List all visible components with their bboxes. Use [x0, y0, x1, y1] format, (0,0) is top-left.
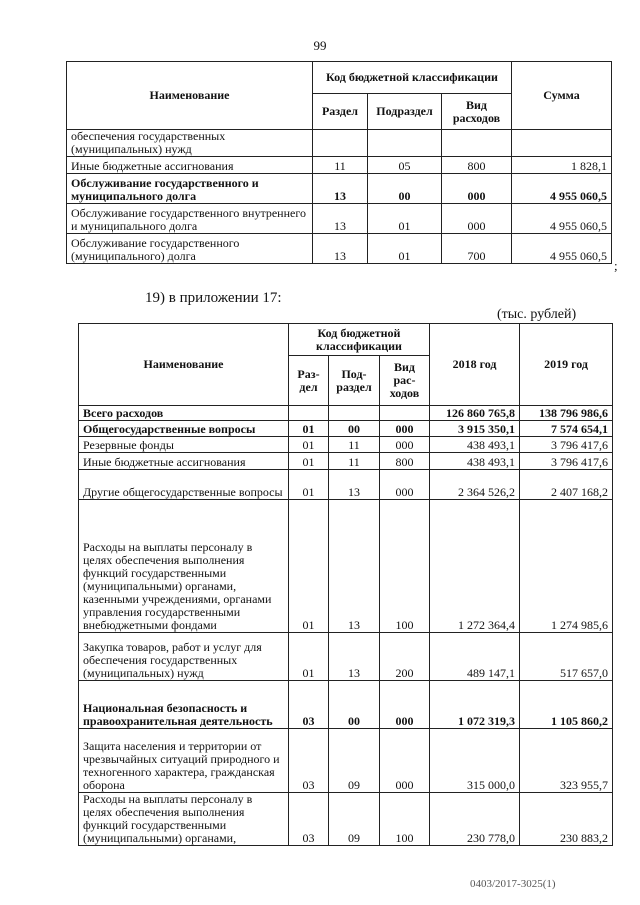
row-podrazdel: 00 — [329, 681, 380, 729]
table-end-mark: ; — [614, 258, 618, 273]
table-row — [79, 437, 613, 453]
row-sum: 4 955 060,5 — [512, 234, 612, 264]
row-vid: 000 — [442, 204, 512, 234]
row-name: Иные бюджетные ассигнования — [79, 453, 289, 470]
col-name-header: Наименование — [79, 324, 289, 406]
row-razdel: 01 — [289, 453, 329, 470]
row-2019: 1 105 860,2 — [520, 681, 613, 729]
row-razdel — [289, 406, 329, 421]
table-row — [79, 406, 613, 421]
table-row — [79, 453, 613, 470]
table-row — [67, 130, 612, 157]
row-podrazdel: 11 — [329, 453, 380, 470]
col-podrazdel-header: Подраздел — [368, 94, 442, 130]
row-2018: 489 147,1 — [430, 633, 520, 681]
row-podrazdel: 09 — [329, 729, 380, 793]
row-name: Обслуживание государственного (муниципального) долга — [67, 234, 313, 264]
row-name: Всего расходов — [79, 406, 289, 421]
table-row — [79, 470, 613, 500]
section-title: 19) в приложении 17: — [145, 290, 282, 306]
row-2018: 126 860 765,8 — [430, 406, 520, 421]
row-2019: 138 796 986,6 — [520, 406, 613, 421]
row-name: Резервные фонды — [79, 437, 289, 453]
row-vid — [442, 130, 512, 157]
row-vid: 000 — [442, 174, 512, 204]
row-2019: 323 955,7 — [520, 729, 613, 793]
row-2019: 517 657,0 — [520, 633, 613, 681]
table-row — [79, 633, 613, 681]
row-razdel: 13 — [313, 204, 368, 234]
table-row — [79, 500, 613, 633]
table-row — [67, 157, 612, 174]
col-2019-header: 2019 год — [520, 324, 613, 406]
row-vid: 000 — [380, 470, 430, 500]
col-razdel-header: Раздел — [313, 94, 368, 130]
col-sum-header: Сумма — [512, 62, 612, 130]
row-vid: 100 — [380, 500, 430, 633]
col-vid-header: Вид расходов — [442, 94, 512, 130]
row-name: Закупка товаров, работ и услуг для обеспечения государственных (муниципальных) нужд — [79, 633, 289, 681]
row-vid: 000 — [380, 681, 430, 729]
row-sum: 1 828,1 — [512, 157, 612, 174]
row-2019: 3 796 417,6 — [520, 453, 613, 470]
row-podrazdel — [329, 406, 380, 421]
row-name: Национальная безопасность и правоохранительная деятельность — [79, 681, 289, 729]
row-razdel: 01 — [289, 633, 329, 681]
row-podrazdel: 09 — [329, 793, 380, 846]
row-razdel: 13 — [313, 174, 368, 204]
row-podrazdel: 05 — [368, 157, 442, 174]
row-sum: 4 955 060,5 — [512, 204, 612, 234]
row-podrazdel: 00 — [329, 421, 380, 437]
row-razdel: 03 — [289, 681, 329, 729]
row-razdel: 13 — [313, 234, 368, 264]
row-vid: 700 — [442, 234, 512, 264]
row-name: Защита населения и территории от чрезвычайных ситуаций природного и техногенного характера, гражданская оборона — [79, 729, 289, 793]
col-vid-header: Вид рас-ходов — [380, 356, 430, 406]
row-2019: 1 274 985,6 — [520, 500, 613, 633]
row-razdel: 01 — [289, 470, 329, 500]
col-razdel-header: Раз-дел — [289, 356, 329, 406]
table-row — [67, 204, 612, 234]
row-name: Расходы на выплаты персоналу в целях обеспечения выполнения функций государственными (муниципальными) органами, — [79, 793, 289, 846]
table-row — [79, 421, 613, 437]
row-vid: 000 — [380, 437, 430, 453]
col-code-group-header: Код бюджетной классификации — [313, 62, 512, 94]
row-name: Иные бюджетные ассигнования — [67, 157, 313, 174]
table-row — [67, 174, 612, 204]
row-razdel: 03 — [289, 793, 329, 846]
row-sum: 4 955 060,5 — [512, 174, 612, 204]
row-podrazdel: 13 — [329, 470, 380, 500]
table-row — [79, 729, 613, 793]
row-vid — [380, 406, 430, 421]
row-name: Расходы на выплаты персоналу в целях обеспечения выполнения функций государственными (муниципальными) органами, казенными учреждениями, органами управления государственными внебюджетными фондами — [79, 500, 289, 633]
row-razdel: 11 — [313, 157, 368, 174]
document-code: 0403/2017-3025(1) — [470, 878, 556, 890]
row-razdel: 01 — [289, 421, 329, 437]
units-label: (тыс. рублей) — [497, 307, 577, 322]
row-2019: 2 407 168,2 — [520, 470, 613, 500]
row-2018: 438 493,1 — [430, 437, 520, 453]
row-podrazdel: 13 — [329, 500, 380, 633]
row-vid: 800 — [442, 157, 512, 174]
row-2019: 3 796 417,6 — [520, 437, 613, 453]
row-2018: 230 778,0 — [430, 793, 520, 846]
row-podrazdel: 00 — [368, 174, 442, 204]
row-sum — [512, 130, 612, 157]
row-2018: 1 272 364,4 — [430, 500, 520, 633]
row-2018: 438 493,1 — [430, 453, 520, 470]
col-2018-header: 2018 год — [430, 324, 520, 406]
row-name: обеспечения государственных (муниципальных) нужд — [67, 130, 313, 157]
page-number: 99 — [313, 38, 327, 53]
row-vid: 100 — [380, 793, 430, 846]
row-2019: 7 574 654,1 — [520, 421, 613, 437]
table-row — [79, 681, 613, 729]
row-podrazdel: 11 — [329, 437, 380, 453]
col-name-header: Наименование — [67, 62, 313, 130]
row-podrazdel — [368, 130, 442, 157]
row-vid: 000 — [380, 729, 430, 793]
row-podrazdel: 01 — [368, 204, 442, 234]
col-podrazdel-header: Под-раздел — [329, 356, 380, 406]
table-row — [79, 793, 613, 846]
row-vid: 800 — [380, 453, 430, 470]
row-vid: 000 — [380, 421, 430, 437]
row-2018: 3 915 350,1 — [430, 421, 520, 437]
row-name: Другие общегосударственные вопросы — [79, 470, 289, 500]
row-podrazdel: 13 — [329, 633, 380, 681]
row-razdel: 01 — [289, 500, 329, 633]
row-podrazdel: 01 — [368, 234, 442, 264]
row-vid: 200 — [380, 633, 430, 681]
row-2019: 230 883,2 — [520, 793, 613, 846]
row-2018: 2 364 526,2 — [430, 470, 520, 500]
col-code-group-header: Код бюджетной классификации — [289, 324, 430, 356]
row-name: Общегосударственные вопросы — [79, 421, 289, 437]
row-2018: 1 072 319,3 — [430, 681, 520, 729]
row-2018: 315 000,0 — [430, 729, 520, 793]
row-name: Обслуживание государственного и муниципального долга — [67, 174, 313, 204]
row-razdel — [313, 130, 368, 157]
budget-table-continued — [66, 61, 612, 264]
row-razdel: 01 — [289, 437, 329, 453]
row-name: Обслуживание государственного внутреннего и муниципального долга — [67, 204, 313, 234]
expenses-table — [78, 323, 613, 846]
table-row — [67, 234, 612, 264]
row-razdel: 03 — [289, 729, 329, 793]
